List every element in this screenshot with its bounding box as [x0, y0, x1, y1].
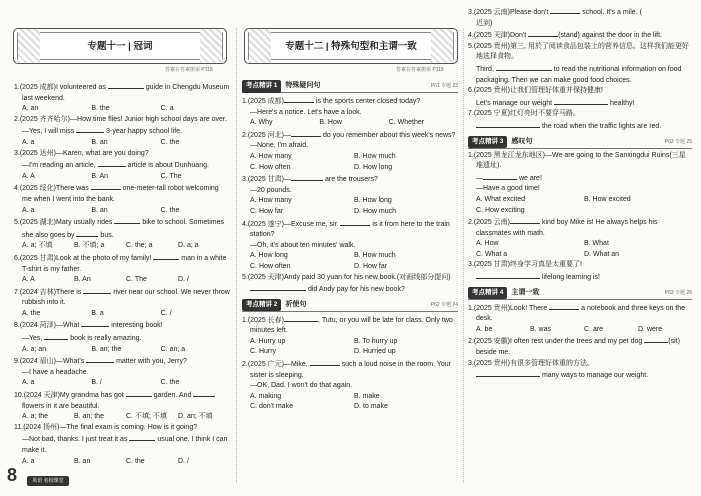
answer-options: A. How long B. How much [250, 252, 396, 260]
answer-blank[interactable] [76, 125, 104, 133]
answer-blank[interactable] [549, 302, 579, 310]
question-item: 2.(2025 广元)—Mike, such a loud noise in the room. Your sister is sleeping. [242, 358, 458, 381]
question-item: 1.(2025 黑龙江龙东地区)—We are going to the Sanxingdui Ruins(三星堆遗址). [468, 151, 686, 170]
answer-blank[interactable] [86, 355, 114, 363]
answer-blank[interactable] [291, 129, 321, 137]
answer-options: C. What a D. What an [476, 250, 620, 258]
answer-blank[interactable] [108, 81, 144, 89]
answer-blank[interactable] [114, 216, 140, 224]
question-item: 6.(2025 甘肃)Look at the photo of my family! man in a white T-shirt is my father. [14, 252, 230, 275]
answer-blank[interactable] [126, 389, 152, 397]
answer-options: A. an B. the C. a [22, 105, 174, 113]
question-item: 1.(2025 成都)I volunteered as guide in Chengdu Museum last weekend. [14, 81, 230, 104]
answer-blank[interactable] [476, 369, 540, 377]
column-divider [236, 28, 237, 483]
answer-options: A. Hurry up B. To hurry up [250, 337, 398, 345]
answer-blank[interactable] [510, 216, 540, 224]
question-item: 11.(2024 扬州)—The final exam is coming. How is it going? [14, 423, 198, 431]
answer-blank[interactable] [340, 218, 370, 226]
answer-blank[interactable] [193, 389, 215, 397]
answer-blank[interactable] [98, 159, 126, 167]
answer-blank[interactable] [483, 172, 517, 180]
answer-blank[interactable] [284, 95, 314, 103]
answer-blank[interactable] [284, 314, 318, 322]
answer-blank[interactable] [644, 335, 668, 343]
answer-blank[interactable] [310, 358, 340, 366]
question-item: 8.(2024 菏泽)—What interesting book! [14, 319, 230, 332]
right-column [468, 0, 692, 496]
question-item: 3.(2025 贵州)有很多管理好体重的方法。 [468, 359, 595, 367]
question-item: 2.(2025 安徽)I often rest under the trees and my pet dog (sit) beside me. [468, 335, 692, 358]
answer-options: A. How many B. How much [250, 152, 396, 160]
question-item: 4.(2025 天津)Don't (stand) against the door in the lift. [468, 29, 692, 42]
answer-blank[interactable] [476, 271, 540, 279]
answer-blank[interactable] [528, 29, 558, 37]
answer-options: A. How many B. How long [250, 197, 392, 205]
question-item: 7.(2024 吉林)There is river near our school. We never throw rubbish into it. [14, 286, 230, 309]
answer-blank[interactable] [83, 286, 111, 294]
answer-blank[interactable] [129, 433, 155, 441]
answer-options: C. don't make D. to make [250, 403, 388, 411]
question-list: 1.(2025 成都)I volunteered as guide in Chengdu Museum last weekend. A. an B. the C. a 2.(2025 齐齐哈尔)—How time flies! Junior high school days are over. —Yes, I will miss 3-year happy school life. A. a B. an C. the 3.(2025 达州)—Karen, what are you doing? —I'm reading an article, article is about Dunhuang. A. A B. An C. The 4.(2025 绥化)There was one-meter-tall robot welcoming me when I went into the bank. A. a B. an C. the 5.(2025 湖北)Mary usually rides bike to school. Sometimes she also goes by bus. A. a; 不填 B. 不填; a C. the; a D. a; a 6.(2025 甘肃)Look at the photo of my family! man in a white T-shirt is my father. A. A B. An C. The D. / 7.(2024 吉林)There is river near our school. We never throw rubbish into it. A. the B. a C. / 8.(2024 菏泽)—What interesting book! —Yes, book is really amazing. A. a; an B. an; the C. an; a 9.(2024 眉山)—What's matter with you, Jerry? —I have a headache. A. a B. / C. the 10.(2024 天津)My grandma has got garden. And flowers in it are beautiful. A. a; the B. an; the C. 不填; 不填 D. an; 不填 11.(2024 扬州)—The final exam is coming. How is it going? —Not bad, thanks. I just treat it as usual one. I think I can make it. A. a B. an C. the D. / [14, 81, 230, 467]
section-title: 专题十一 | 冠词 [87, 41, 153, 52]
answer-blank[interactable] [76, 229, 98, 237]
answer-options: A. a; an B. an; the C. an; a [22, 345, 186, 353]
answer-blank[interactable] [250, 283, 306, 291]
question-item: 7.(2025 宁夏)红灯亮时不要穿马路。 [468, 110, 581, 118]
question-item: 3.(2025 云南)Please don't school. It's a mile. ( [468, 6, 692, 19]
question-item: 2.(2025 云南) kind boy Mike is! He always helps his classmates with math. [468, 216, 692, 239]
question-item: 10.(2024 天津)My grandma has got garden. And flowers in it are beautiful. [14, 389, 230, 412]
answer-options: A. the B. a C. / [22, 309, 172, 317]
answer-options: A. A B. An C. The D. / [22, 276, 189, 284]
answer-blank[interactable] [550, 6, 580, 14]
answer-blank[interactable] [554, 97, 608, 105]
answer-options: A. How B. What [476, 240, 609, 248]
answer-blank[interactable] [81, 319, 109, 327]
answer-options: A. making B. make [250, 392, 380, 400]
answer-options: A. a; 不填 B. 不填; a C. the; a D. a; a [22, 242, 199, 250]
answer-reference: 答案在答案册第 P118 [165, 67, 213, 73]
question-list: 考点精讲 1 特殊疑问句 P61 专题 23 1.(2025 成都) is the sports center closed today? —Here's a notice. Let's have a look. A. Why B. How C. Whether 2.(2025 河北)— do you remember about this week's news? —None, I'm afraid. A. How many B. How much C. How often D. How long 3.(2025 甘肃)— are the trousers? —20 pounds. A. How many B. How long C. How far D. How much 4.(2025 遂宁)—Excuse me, sir. is it from here to the train station? —Oh, it's about ten minutes' walk. A. How long B. How much C. How often D. How far 5.(2025 天津)Andy paid 30 yuan for his new book.(对画线部分提问) did Andy pay for his new book? 考点精讲 2 祈使句 P62 专题 24 1.(2025 长春) , Tutu, or you will be late for class. Only two minutes left. A. Hurry up B. To hurry up C. Hurry D. Hurried up 2.(2025 广元)—Mike, such a loud noise in the room. Your sister is sleeping. —OK, Dad. I won't do that again. A. making B. make C. don't make D. to make [242, 77, 458, 413]
question-item: 1.(2025 贵州)Look! There a notebook and three keys on the desk. [468, 302, 692, 325]
question-item: 3.(2025 达州)—Karen, what are you doing? [14, 149, 149, 157]
question-item: 2.(2025 齐齐哈尔)—How time flies! Junior high school days are over. [14, 115, 227, 123]
topic-header: 考点精讲 3 感叹句 P63 专题 25 [468, 137, 692, 149]
answer-blank[interactable] [291, 173, 323, 181]
section-title: 专题十二 | 特殊句型和主谓一致 [285, 41, 417, 52]
footer-logo: 英语 名校课堂 [27, 476, 69, 486]
question-item: 1.(2025 长春) , Tutu, or you will be late for class. Only two minutes left. [242, 314, 458, 337]
answer-blank[interactable] [476, 120, 540, 128]
answer-options: A. a B. an C. the [22, 138, 180, 146]
answer-options: A. Why B. How C. Whether [250, 119, 425, 127]
question-item: 9.(2024 眉山)—What's matter with you, Jerry? [14, 355, 230, 368]
answer-options: A. be B. was C. are D. were [476, 325, 663, 333]
question-item: 4.(2025 绥化)There was one-meter-tall robot welcoming me when I went into the bank. [14, 182, 230, 205]
answer-options: C. How often D. How far [250, 262, 388, 270]
column-divider [463, 28, 464, 483]
answer-options: A. What excited B. How excited [476, 195, 631, 203]
topic-header: 考点精讲 2 祈使句 P62 专题 24 [242, 300, 458, 312]
question-item: 5.(2025 天津)Andy paid 30 yuan for his new book.(对画线部分提问) [242, 273, 451, 281]
question-item: 2.(2025 河北)— do you remember about this week's news? [242, 129, 458, 142]
answer-blank[interactable] [44, 332, 68, 340]
answer-options: A. a; the B. an; the C. 不填; 不填 D. an; 不填 [22, 413, 213, 421]
question-item: 1.(2025 成都) is the sports center closed today? [242, 95, 458, 108]
question-item: 3.(2025 甘肃)终身学习真是太重要了! [468, 261, 582, 269]
left-column [14, 0, 230, 496]
answer-options: A. a B. / C. the [22, 379, 180, 387]
answer-options: A. a B. an C. the D. / [22, 457, 189, 465]
answer-options: A. A B. An C. The [22, 172, 182, 180]
page-number: 8 [7, 465, 18, 485]
middle-column [242, 0, 458, 496]
answer-options: C. How far D. How much [250, 207, 397, 215]
answer-blank[interactable] [496, 63, 552, 71]
answer-blank[interactable] [91, 182, 121, 190]
answer-reference: 答案在答案册第 P119 [396, 67, 444, 73]
question-item: 4.(2025 遂宁)—Excuse me, sir. is it from here to the train station? [242, 218, 458, 241]
topic-header: 考点精讲 1 特殊疑问句 P61 专题 23 [242, 81, 458, 93]
answer-blank[interactable] [153, 252, 179, 260]
answer-options: C. Hurry D. Hurried up [250, 348, 396, 356]
question-list: 3.(2025 云南)Please don't school. It's a mile. ( 迟到) 4.(2025 天津)Don't (stand) against the door in the lift. 5.(2025 贵州)第三, 用於了阅读食品包装上的营养信息。这样我们能更好地选择食物。 Third, to read the nutritional information on food packaging. Then we can make good food choices. 6.(2025 贵州)让我们管理好体重并保持健康! Let's manage our weight healthy! 7.(2025 宁夏)红灯亮时不要穿马路。 the road when the traffic lights are red. 考点精讲 3 感叹句 P63 专题 25 1.(2025 黑龙江龙东地区)—We are going to the Sanxingdui Ruins(三星堆遗址). — we are! —Have a good time! A. What excited B. How excited C. How exciting 2.(2025 云南) kind boy Mike is! He always helps his classmates with math. A. How B. What C. What a D. What an 3.(2025 甘肃)终身学习真是太重要了! lifelong learning is! 考点精讲 4 主谓一致 P63 专题 26 1.(2025 贵州)Look! There a notebook and three keys on the desk. A. be B. was C. are D. were 2.(2025 安徽)I often rest under the trees and my pet dog (sit) beside me. 3.(2025 贵州)有很多管理好体重的方法。 many ways to manage our weight. [468, 6, 692, 382]
topic-header: 考点精讲 4 主谓一致 P63 专题 26 [468, 288, 692, 300]
question-item: 6.(2025 贵州)让我们管理好体重并保持健康! [468, 87, 603, 95]
question-item: 5.(2025 湖北)Mary usually rides bike to school. Sometimes she also goes by bus. [14, 216, 230, 241]
question-item: 5.(2025 贵州)第三, 用於了阅读食品包装上的营养信息。这样我们能更好地选择食物。 [468, 42, 689, 61]
answer-options: A. a B. an C. the [22, 206, 180, 214]
answer-options: C. How often D. How long [250, 163, 393, 171]
answer-options: C. How exciting [476, 206, 525, 214]
question-item: 3.(2025 甘肃)— are the trousers? [242, 173, 458, 186]
